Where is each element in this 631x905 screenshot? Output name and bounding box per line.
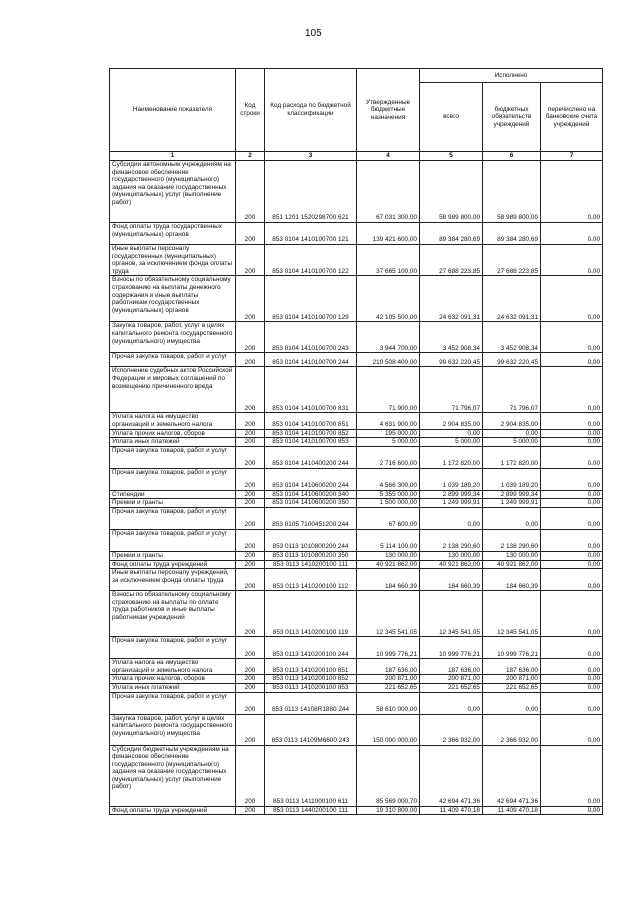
row-transferred-amount: 0,00	[541, 569, 603, 591]
row-indicator-name: Прочая закупка товаров, работ и услуг	[110, 446, 236, 468]
table-row	[110, 692, 603, 714]
table-row	[110, 591, 603, 637]
table-row	[110, 245, 603, 276]
row-line-code: 200	[236, 659, 265, 675]
table-row	[110, 551, 603, 560]
row-expense-code: 853 0104 1410600200 244	[265, 468, 357, 490]
row-approved-amount: 42 105 500,00	[357, 276, 420, 322]
table-row	[110, 367, 603, 413]
row-approved-amount: 5 355 000,00	[357, 490, 420, 499]
row-executed-budget: 0,00	[483, 507, 541, 529]
row-transferred-amount: 0,00	[541, 507, 603, 529]
row-transferred-amount: 0,00	[541, 745, 603, 806]
row-line-code: 200	[236, 745, 265, 806]
table-row	[110, 161, 603, 223]
row-transferred-amount: 0,00	[541, 692, 603, 714]
row-indicator-name: Фонд оплаты труда учреждений	[110, 560, 236, 569]
row-executed-budget: 221 652,65	[483, 683, 541, 692]
row-executed-total: 2 904 835,00	[420, 413, 483, 429]
row-indicator-name: Уплата налога на имущество организаций и земельного налога	[110, 413, 236, 429]
row-line-code: 200	[236, 683, 265, 692]
row-expense-code: 853 0104 1410100700 244	[265, 353, 357, 367]
row-line-code: 200	[236, 675, 265, 684]
row-indicator-name: Исполнение судебных актов Российской Федерации и мировых соглашений по возмещению причиненного вреда	[110, 367, 236, 413]
row-line-code: 200	[236, 276, 265, 322]
budget-execution-table	[109, 68, 603, 815]
column-numbers-row	[110, 152, 603, 161]
header-executed: Исполнено	[420, 69, 603, 83]
header-indicator-name: Наименование показателя	[110, 69, 236, 152]
row-line-code: 200	[236, 499, 265, 508]
row-executed-budget: 184 660,39	[483, 569, 541, 591]
row-executed-budget: 89 384 280,69	[483, 223, 541, 245]
row-indicator-name: Стипендии	[110, 490, 236, 499]
row-approved-amount: 4 631 900,00	[357, 413, 420, 429]
header-expense-code: Код расхода по бюджетной классификации	[265, 69, 357, 152]
row-executed-budget: 10 999 776,21	[483, 637, 541, 659]
row-approved-amount: 184 660,39	[357, 569, 420, 591]
row-indicator-name: Уплата иных платежей	[110, 438, 236, 447]
row-line-code: 200	[236, 413, 265, 429]
row-approved-amount: 200 871,00	[357, 675, 420, 684]
row-indicator-name: Закупка товаров, работ, услуг в целях капитального ремонта государственного (муниципального) имущества	[110, 322, 236, 353]
table-row	[110, 223, 603, 245]
row-line-code: 200	[236, 223, 265, 245]
row-executed-budget: 42 694 471,36	[483, 745, 541, 806]
row-line-code: 200	[236, 322, 265, 353]
row-expense-code: 853 0113 1410200100 111	[265, 560, 357, 569]
header-budget-obligations: бюджетных обязательств учреждений	[483, 83, 541, 152]
table-row	[110, 745, 603, 806]
row-executed-budget: 2 904 835,00	[483, 413, 541, 429]
row-executed-total: 71 796,07	[420, 367, 483, 413]
row-transferred-amount: 0,00	[541, 529, 603, 551]
row-executed-budget: 99 632 220,45	[483, 353, 541, 367]
row-line-code: 200	[236, 161, 265, 223]
table-row	[110, 659, 603, 675]
row-transferred-amount: 0,00	[541, 353, 603, 367]
row-transferred-amount: 0,00	[541, 551, 603, 560]
header-approved: Утвержденные бюджетные назначения	[357, 69, 420, 152]
row-line-code: 200	[236, 429, 265, 438]
row-transferred-amount: 0,00	[541, 499, 603, 508]
row-indicator-name: Премии и гранты	[110, 499, 236, 508]
row-executed-total: 5 000,00	[420, 438, 483, 447]
row-indicator-name: Уплата налога на имущество организаций и земельного налога	[110, 659, 236, 675]
row-executed-total: 89 384 280,69	[420, 223, 483, 245]
table-row	[110, 529, 603, 551]
row-transferred-amount: 0,00	[541, 591, 603, 637]
row-executed-budget: 27 688 223,85	[483, 245, 541, 276]
row-transferred-amount: 0,00	[541, 161, 603, 223]
table-row	[110, 413, 603, 429]
row-executed-total: 200 871,00	[420, 675, 483, 684]
row-expense-code: 853 0113 1410200100 119	[265, 591, 357, 637]
row-indicator-name: Субсидии автономным учреждениям на финансовое обеспечение государственного (муниципального) задания на оказание государственных (муниципальных) услуг (выполнение работ)	[110, 161, 236, 223]
row-approved-amount: 5 000,00	[357, 438, 420, 447]
table-row	[110, 499, 603, 508]
table-row	[110, 560, 603, 569]
row-transferred-amount: 0,00	[541, 413, 603, 429]
row-transferred-amount: 0,00	[541, 637, 603, 659]
row-approved-amount: 85 569 000,70	[357, 745, 420, 806]
table-row	[110, 429, 603, 438]
row-approved-amount: 71 900,00	[357, 367, 420, 413]
row-approved-amount: 210 508 400,00	[357, 353, 420, 367]
row-executed-total: 187 636,00	[420, 659, 483, 675]
row-executed-total: 1 172 820,00	[420, 446, 483, 468]
row-expense-code: 853 0104 1410100700 122	[265, 245, 357, 276]
row-line-code: 200	[236, 591, 265, 637]
row-executed-budget: 24 632 091,31	[483, 276, 541, 322]
row-transferred-amount: 0,00	[541, 490, 603, 499]
header-transferred: перечислено на банковские счета учреждений	[541, 83, 603, 152]
row-executed-total: 184 660,39	[420, 569, 483, 591]
column-number: 5	[420, 152, 483, 161]
row-transferred-amount: 0,00	[541, 245, 603, 276]
row-line-code: 200	[236, 438, 265, 447]
row-line-code: 200	[236, 490, 265, 499]
table-row	[110, 714, 603, 745]
row-indicator-name: Прочая закупка товаров, работ и услуг	[110, 468, 236, 490]
row-line-code: 200	[236, 446, 265, 468]
row-expense-code: 853 0104 1410400200 244	[265, 446, 357, 468]
row-approved-amount: 3 944 700,00	[357, 322, 420, 353]
table-body	[110, 161, 603, 815]
table-row	[110, 322, 603, 353]
row-indicator-name: Фонд оплаты труда учреждений	[110, 806, 236, 815]
row-executed-budget: 200 871,00	[483, 675, 541, 684]
row-transferred-amount: 0,00	[541, 446, 603, 468]
row-line-code: 200	[236, 468, 265, 490]
row-executed-budget: 1 249 999,91	[483, 499, 541, 508]
row-executed-total: 2 366 932,00	[420, 714, 483, 745]
row-executed-budget: 2 366 932,00	[483, 714, 541, 745]
row-expense-code: 853 0113 1410200100 244	[265, 637, 357, 659]
row-indicator-name: Закупка товаров, работ, услуг в целях капитального ремонта государственного (муниципального) имущества	[110, 714, 236, 745]
column-number: 2	[236, 152, 265, 161]
row-executed-total: 12 345 541,05	[420, 591, 483, 637]
row-line-code: 200	[236, 637, 265, 659]
table-row	[110, 276, 603, 322]
row-executed-budget: 58 989 800,00	[483, 161, 541, 223]
row-indicator-name: Иные выплаты персоналу государственных (муниципальных) органов, за исключением фонда оплаты труда	[110, 245, 236, 276]
row-indicator-name: Прочая закупка товаров, работ и услуг	[110, 507, 236, 529]
row-indicator-name: Уплата иных платежей	[110, 683, 236, 692]
row-transferred-amount: 0,00	[541, 806, 603, 815]
row-executed-budget: 3 452 908,34	[483, 322, 541, 353]
row-approved-amount: 150 000 000,00	[357, 714, 420, 745]
row-executed-total: 99 632 220,45	[420, 353, 483, 367]
row-line-code: 200	[236, 367, 265, 413]
row-transferred-amount: 0,00	[541, 683, 603, 692]
row-transferred-amount: 0,00	[541, 223, 603, 245]
row-line-code: 200	[236, 245, 265, 276]
row-approved-amount: 2 716 600,00	[357, 446, 420, 468]
row-indicator-name: Субсидии бюджетным учреждениям на финансовое обеспечение государственного (муниципального) задания на оказание государственных (муниципальных) услуг (выполнение работ)	[110, 745, 236, 806]
table-row	[110, 683, 603, 692]
row-expense-code: 853 0113 1410200100 852	[265, 675, 357, 684]
table-row	[110, 507, 603, 529]
row-approved-amount: 221 652,65	[357, 683, 420, 692]
row-executed-total: 40 921 862,00	[420, 560, 483, 569]
row-indicator-name: Уплата прочих налогов, сборов	[110, 675, 236, 684]
row-executed-total: 1 249 999,91	[420, 499, 483, 508]
row-transferred-amount: 0,00	[541, 659, 603, 675]
row-executed-total: 0,00	[420, 507, 483, 529]
row-expense-code: 853 0113 1411000100 611	[265, 745, 357, 806]
row-executed-total: 130 000,00	[420, 551, 483, 560]
row-line-code: 200	[236, 714, 265, 745]
row-executed-budget: 40 921 862,00	[483, 560, 541, 569]
row-executed-total: 24 632 091,31	[420, 276, 483, 322]
row-expense-code: 853 0113 1440200100 111	[265, 806, 357, 815]
row-approved-amount: 139 421 600,00	[357, 223, 420, 245]
row-executed-budget: 1 039 189,20	[483, 468, 541, 490]
table-header	[110, 69, 603, 161]
row-expense-code: 851 1201 1520298700 621	[265, 161, 357, 223]
row-indicator-name: Премии и гранты	[110, 551, 236, 560]
row-transferred-amount: 0,00	[541, 322, 603, 353]
row-executed-budget: 130 000,00	[483, 551, 541, 560]
table-row	[110, 806, 603, 815]
row-approved-amount: 19 310 800,00	[357, 806, 420, 815]
row-executed-budget: 5 000,00	[483, 438, 541, 447]
row-executed-total: 3 452 908,34	[420, 322, 483, 353]
row-expense-code: 853 0105 7100451200 244	[265, 507, 357, 529]
row-expense-code: 853 0104 1410100700 851	[265, 413, 357, 429]
row-indicator-name: Фонд оплаты труда государственных (муниципальных) органов	[110, 223, 236, 245]
column-number: 1	[110, 152, 236, 161]
row-executed-total: 2 138 290,60	[420, 529, 483, 551]
row-transferred-amount: 0,00	[541, 367, 603, 413]
row-executed-total: 58 989 800,00	[420, 161, 483, 223]
table-row	[110, 637, 603, 659]
row-executed-total: 1 039 189,20	[420, 468, 483, 490]
row-expense-code: 853 0104 1410600200 350	[265, 499, 357, 508]
row-approved-amount: 37 665 100,00	[357, 245, 420, 276]
row-transferred-amount: 0,00	[541, 438, 603, 447]
table-row	[110, 569, 603, 591]
row-expense-code: 853 0113 1410200100 112	[265, 569, 357, 591]
row-executed-total: 42 694 471,36	[420, 745, 483, 806]
row-expense-code: 853 0104 1410100700 243	[265, 322, 357, 353]
row-indicator-name: Прочая закупка товаров, работ и услуг	[110, 692, 236, 714]
row-expense-code: 853 0104 1410600200 340	[265, 490, 357, 499]
row-executed-total: 11 409 470,18	[420, 806, 483, 815]
row-line-code: 200	[236, 551, 265, 560]
row-approved-amount: 195 000,00	[357, 429, 420, 438]
row-executed-budget: 187 636,00	[483, 659, 541, 675]
row-executed-budget: 11 409 470,18	[483, 806, 541, 815]
row-expense-code: 853 0113 1010800200 244	[265, 529, 357, 551]
row-line-code: 200	[236, 507, 265, 529]
row-expense-code: 853 0113 14108R1880 244	[265, 692, 357, 714]
table-row	[110, 438, 603, 447]
row-expense-code: 853 0104 1410100700 831	[265, 367, 357, 413]
column-number: 4	[357, 152, 420, 161]
row-expense-code: 853 0104 1410100700 852	[265, 429, 357, 438]
row-indicator-name: Прочая закупка товаров, работ и услуг	[110, 353, 236, 367]
row-executed-budget: 1 172 820,00	[483, 446, 541, 468]
row-expense-code: 853 0113 1010800200 350	[265, 551, 357, 560]
row-executed-budget: 0,00	[483, 429, 541, 438]
row-executed-total: 0,00	[420, 692, 483, 714]
table-row	[110, 490, 603, 499]
column-number: 6	[483, 152, 541, 161]
row-expense-code: 853 0104 1410100700 853	[265, 438, 357, 447]
row-executed-budget: 12 345 541,05	[483, 591, 541, 637]
row-executed-total: 221 652,65	[420, 683, 483, 692]
row-indicator-name: Уплата прочих налогов, сборов	[110, 429, 236, 438]
row-transferred-amount: 0,00	[541, 714, 603, 745]
row-indicator-name: Взносы по обязательному социальному страхованию на выплаты по оплате труда работников и иные выплаты работникам учреждений	[110, 591, 236, 637]
row-indicator-name: Прочая закупка товаров, работ и услуг	[110, 637, 236, 659]
row-indicator-name: Иные выплаты персоналу учреждений, за исключением фонда оплаты труда	[110, 569, 236, 591]
row-executed-budget: 2 138 290,60	[483, 529, 541, 551]
row-expense-code: 853 0104 1410100700 121	[265, 223, 357, 245]
row-line-code: 200	[236, 529, 265, 551]
row-expense-code: 853 0104 1410100700 129	[265, 276, 357, 322]
table-row	[110, 353, 603, 367]
row-transferred-amount: 0,00	[541, 468, 603, 490]
column-number: 3	[265, 152, 357, 161]
table-row	[110, 675, 603, 684]
row-executed-budget: 2 899 999,34	[483, 490, 541, 499]
row-line-code: 200	[236, 560, 265, 569]
row-transferred-amount: 0,00	[541, 560, 603, 569]
header-total: всего	[420, 83, 483, 152]
row-expense-code: 853 0113 1410200100 851	[265, 659, 357, 675]
row-indicator-name: Взносы по обязательному социальному страхованию на выплаты денежного содержания и иные выплаты работникам государственных (муниципальных) органов	[110, 276, 236, 322]
row-approved-amount: 10 999 776,21	[357, 637, 420, 659]
row-transferred-amount: 0,00	[541, 675, 603, 684]
row-expense-code: 853 0113 14109M6600 243	[265, 714, 357, 745]
row-approved-amount: 4 566 300,00	[357, 468, 420, 490]
column-number: 7	[541, 152, 603, 161]
row-approved-amount: 12 345 541,05	[357, 591, 420, 637]
row-line-code: 200	[236, 353, 265, 367]
row-approved-amount: 187 636,00	[357, 659, 420, 675]
row-executed-total: 0,00	[420, 429, 483, 438]
row-approved-amount: 5 114 100,00	[357, 529, 420, 551]
row-executed-total: 27 688 223,85	[420, 245, 483, 276]
row-approved-amount: 67 031 300,00	[357, 161, 420, 223]
row-indicator-name: Прочая закупка товаров, работ и услуг	[110, 529, 236, 551]
row-approved-amount: 40 921 862,00	[357, 560, 420, 569]
table-row	[110, 446, 603, 468]
page-number: 105	[305, 28, 322, 39]
row-executed-total: 10 999 776,21	[420, 637, 483, 659]
header-line-code: Код строки	[236, 69, 265, 152]
row-line-code: 200	[236, 806, 265, 815]
row-line-code: 200	[236, 692, 265, 714]
row-executed-budget: 0,00	[483, 692, 541, 714]
row-executed-total: 2 899 999,34	[420, 490, 483, 499]
row-approved-amount: 67 600,00	[357, 507, 420, 529]
row-line-code: 200	[236, 569, 265, 591]
row-approved-amount: 130 000,00	[357, 551, 420, 560]
row-executed-budget: 71 796,07	[483, 367, 541, 413]
row-transferred-amount: 0,00	[541, 429, 603, 438]
row-approved-amount: 1 500 000,00	[357, 499, 420, 508]
row-expense-code: 853 0113 1410200100 853	[265, 683, 357, 692]
row-approved-amount: 58 610 000,00	[357, 692, 420, 714]
row-transferred-amount: 0,00	[541, 276, 603, 322]
table-row	[110, 468, 603, 490]
